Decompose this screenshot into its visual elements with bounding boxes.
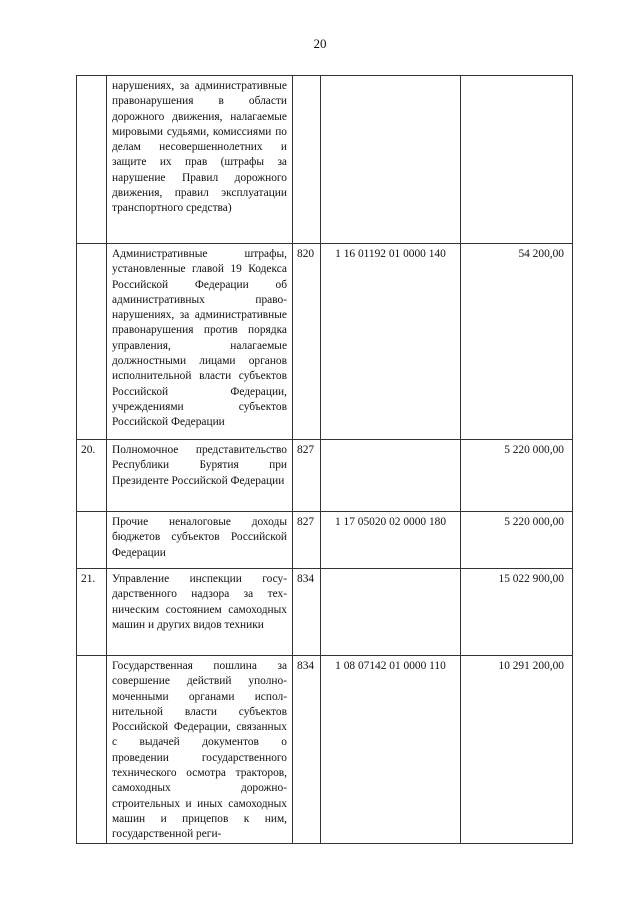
budget-classification-code: 1 16 01192 01 0000 140 [321, 244, 461, 440]
amount: 5 220 000,00 [461, 512, 573, 569]
page-number: 20 [313, 36, 327, 51]
amount: 15 022 900,00 [461, 569, 573, 656]
admin-code: 827 [293, 440, 321, 512]
table-row [77, 656, 573, 844]
budget-revenue-table [76, 75, 573, 844]
amount: 10 291 200,00 [461, 656, 573, 844]
budget-classification-code [321, 440, 461, 512]
admin-code: 827 [293, 512, 321, 569]
row-description: Государственная пошлина за совершение действий уполномоченными органами исполнительной власти субъектов Российской Федерации, связанных с выдачей документов о проведении государственного технического осмотра тракторов, самоходных дорожно-строительных и иных самоходных машин и прицепов к ним, государственной реги- [107, 656, 293, 844]
amount: 54 200,00 [461, 244, 573, 440]
table-row [77, 76, 573, 244]
row-number [77, 656, 107, 844]
admin-code: 820 [293, 244, 321, 440]
budget-classification-code: 1 08 07142 01 0000 110 [321, 656, 461, 844]
row-number [77, 512, 107, 569]
admin-code: 834 [293, 656, 321, 844]
table-row [77, 512, 573, 569]
row-description: Административные штрафы, установленные главой 19 Кодекса Российской Федерации об административных правонарушениях, за административные правонарушения против порядка управления, налагаемые должностными лицами органов исполнительной власти субъектов Российской Федерации, учреждениями субъектов Российской Федерации [107, 244, 293, 440]
amount [461, 76, 573, 244]
table-row [77, 244, 573, 440]
admin-code [293, 76, 321, 244]
row-description: Управление инспекции государственного надзора за техническим состоянием самоходных машин и других видов техники [107, 569, 293, 656]
row-description: Прочие неналоговые доходы бюджетов субъектов Российской Федерации [107, 512, 293, 569]
amount: 5 220 000,00 [461, 440, 573, 512]
row-description: нарушениях, за административные правонарушения в области дорожного движения, налагаемые мировыми судьями, комиссиями по делам несовершеннолетних и защите их прав (штрафы за нарушение Правил дорожного движения, правил эксплуатации транспортного средства) [107, 76, 293, 244]
budget-classification-code [321, 569, 461, 656]
admin-code: 834 [293, 569, 321, 656]
budget-classification-code: 1 17 05020 02 0000 180 [321, 512, 461, 569]
table-row [77, 569, 573, 656]
row-number: 21. [77, 569, 107, 656]
row-description: Полномочное представительство Республики Бурятия при Президенте Российской Федерации [107, 440, 293, 512]
budget-classification-code [321, 76, 461, 244]
row-number [77, 76, 107, 244]
row-number: 20. [77, 440, 107, 512]
row-number [77, 244, 107, 440]
table-row [77, 440, 573, 512]
